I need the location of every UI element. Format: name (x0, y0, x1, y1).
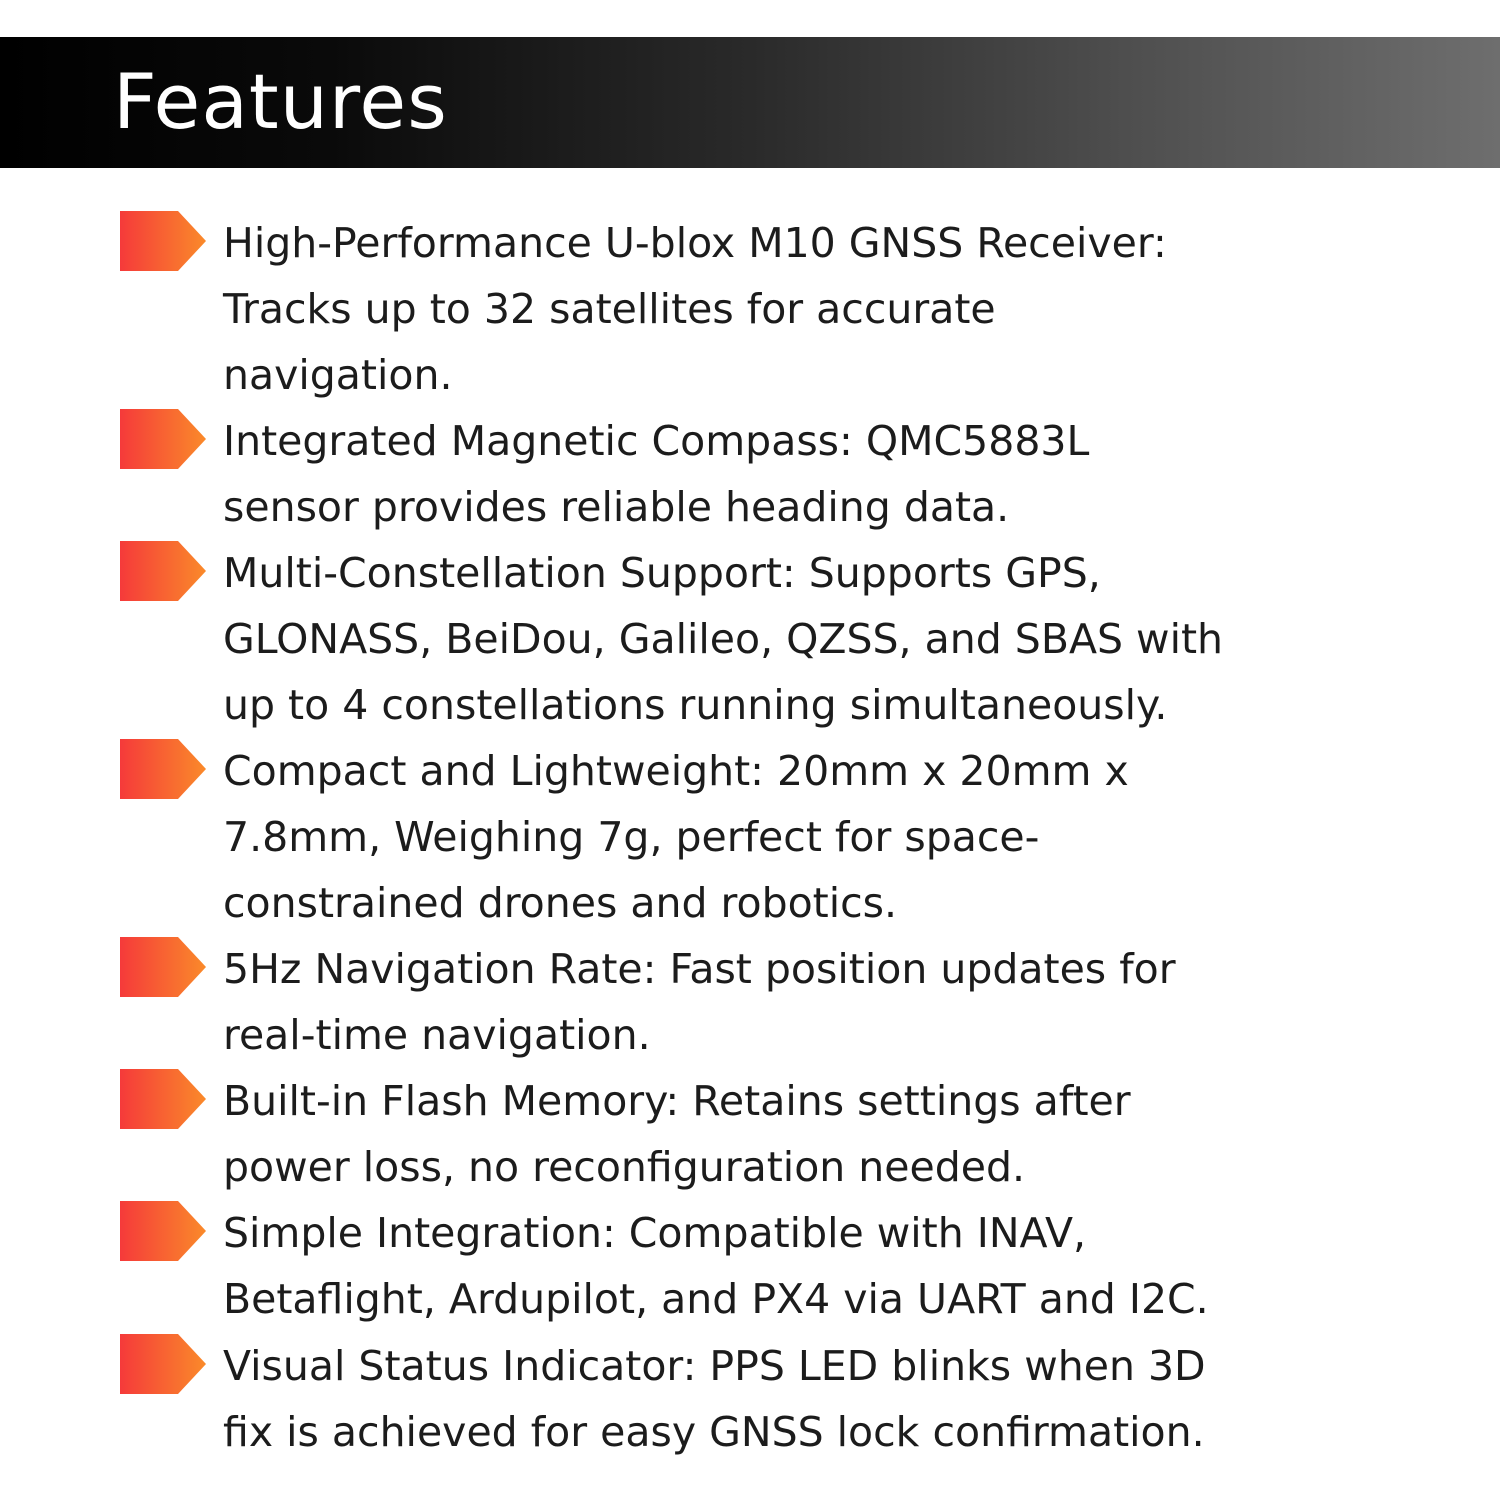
feature-line: Tracks up to 32 satellites for accurate (223, 285, 996, 333)
feature-text (223, 1200, 1403, 1332)
feature-line: real-time navigation. (223, 1011, 651, 1059)
arrow-pentagon-icon (120, 739, 206, 799)
feature-line: 7.8mm, Weighing 7g, perfect for space- (223, 813, 1040, 861)
feature-line: 5Hz Navigation Rate: Fast position updates for (223, 945, 1176, 993)
feature-text (223, 1068, 1403, 1200)
arrow-pentagon-icon (120, 211, 206, 271)
arrow-pentagon-icon (120, 937, 206, 997)
feature-line: Compact and Lightweight: 20mm x 20mm x (223, 747, 1129, 795)
feature-line: Integrated Magnetic Compass: QMC5883L (223, 417, 1090, 465)
arrow-pentagon-icon (120, 541, 206, 601)
feature-line: GLONASS, BeiDou, Galileo, QZSS, and SBAS with (223, 615, 1224, 663)
feature-line: navigation. (223, 351, 453, 399)
feature-line: sensor provides reliable heading data. (223, 483, 1010, 531)
feature-text (223, 936, 1403, 1068)
feature-line: Simple Integration: Compatible with INAV, (223, 1209, 1087, 1257)
feature-line: Visual Status Indicator: PPS LED blinks when 3D (223, 1342, 1206, 1390)
feature-line: Multi-Constellation Support: Supports GPS, (223, 549, 1101, 597)
feature-line: up to 4 constellations running simultaneously. (223, 681, 1168, 729)
feature-text (223, 408, 1403, 540)
feature-line: Built-in Flash Memory: Retains settings after (223, 1077, 1131, 1125)
arrow-pentagon-icon (120, 1069, 206, 1129)
feature-line: constrained drones and robotics. (223, 879, 898, 927)
arrow-pentagon-icon (120, 409, 206, 469)
feature-text (223, 210, 1403, 408)
arrow-pentagon-icon (120, 1334, 206, 1394)
arrow-pentagon-icon (120, 1201, 206, 1261)
feature-text (223, 1333, 1403, 1465)
feature-line: power loss, no reconfiguration needed. (223, 1143, 1026, 1191)
page-title: Features (113, 57, 448, 146)
feature-text (223, 540, 1403, 738)
feature-line: Betaflight, Ardupilot, and PX4 via UART and I2C. (223, 1275, 1209, 1323)
feature-text (223, 738, 1403, 936)
feature-line: High-Performance U-blox M10 GNSS Receiver: (223, 219, 1167, 267)
feature-line: fix is achieved for easy GNSS lock confirmation. (223, 1408, 1205, 1456)
